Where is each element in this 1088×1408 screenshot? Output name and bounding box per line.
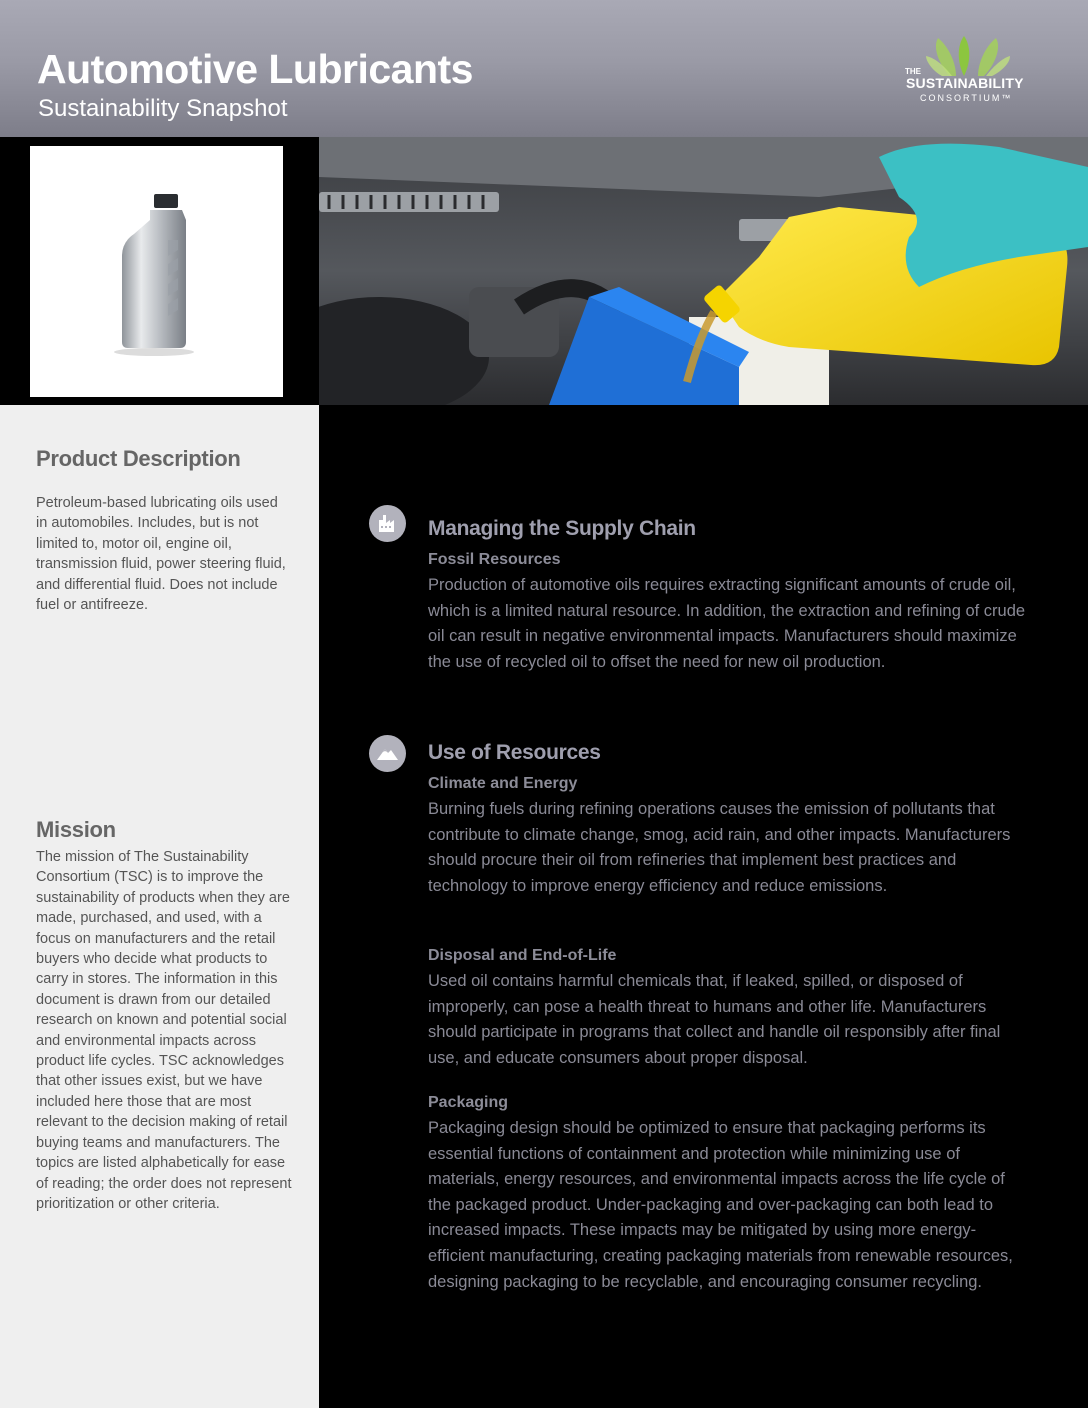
mountain-icon	[369, 735, 406, 772]
topic-text-climate: Burning fuels during refining operations causes the emission of pollutants that contribute to climate change, smog, acid rain, and other impacts. Manufacturers should procure their oil from refineries that implement best practices and technology to improve energy efficiency and reduce emissions.	[428, 800, 1011, 895]
logo-sustainability: SUSTAINABILITY	[906, 75, 1024, 91]
product-image	[30, 146, 283, 397]
section-heading-supply-chain: Managing the Supply Chain	[428, 517, 696, 540]
topic-title-packaging: Packaging	[428, 1094, 509, 1111]
topic-title-disposal: Disposal and End-of-Life	[428, 947, 617, 964]
mission-heading: Mission	[36, 817, 116, 842]
banner-photo	[319, 137, 1088, 405]
product-description-text: Petroleum-based lubricating oils used in automobiles. Includes, but is not limited to, motor oil, engine oil, transmission fluid, power steering fluid, and differential fluid. Does not include fuel or antifreeze.	[36, 495, 286, 614]
page-title: Automotive Lubricants	[37, 46, 473, 92]
tsc-logo	[900, 36, 1030, 108]
topic-text-fossil: Production of automotive oils requires extracting significant amounts of crude oil, which is a limited natural resource. In addition, the extraction and refining of crude oil can result in negative environmental impacts. Manufacturers should maximize the use of recycled oil to offset the need for new oil production.	[428, 576, 1026, 671]
mission-text: The mission of The Sustainability Consortium (TSC) is to improve the sustainability of products when they are made, purchased, and used, with a focus on manufacturers and the retail buyers who decide what products to carry in stores. The information in this document is drawn from our detailed research on known and potential social and environmental impacts across product life cycles. TSC acknowledges that other issues exist, but we have included here those that are most relevant to the decision making of retail buying teams and manufacturers. The topics are listed alphabetically for ease of reading; the order does not represent prioritization or other criteria.	[36, 849, 292, 1212]
section-heading-resources: Use of Resources	[428, 741, 601, 764]
page-subtitle: Sustainability Snapshot	[38, 95, 288, 122]
topic-text-packaging: Packaging design should be optimized to ensure that packaging performs its essential functions of containment and protection while minimizing use of materials, energy resources, and environmental impacts across the life cycle of the packaged product. Under-packaging and over-packaging can both lead to increased impacts. These impacts may be mitigated by using more energy-efficient manufacturing, creating packaging materials from renewable resources, designing packaging to be recyclable, and encouraging consumer recycling.	[428, 1119, 1013, 1291]
factory-icon	[369, 505, 406, 542]
oil-pouring-photo	[319, 137, 1088, 405]
product-description-heading: Product Description	[36, 446, 241, 471]
topic-text-disposal: Used oil contains harmful chemicals that, if leaked, spilled, or disposed of improperly, can pose a health threat to humans and other life. Manufacturers should participate in programs that collect and handle oil responsibly after final use, and educate consumers about proper disposal.	[428, 972, 1001, 1067]
oil-bottle-icon	[30, 146, 283, 397]
topic-title-climate: Climate and Energy	[428, 775, 578, 792]
logo-consortium: CONSORTIUM™	[920, 93, 1013, 103]
topic-title-fossil: Fossil Resources	[428, 551, 561, 568]
logo-the: THE	[905, 67, 921, 76]
